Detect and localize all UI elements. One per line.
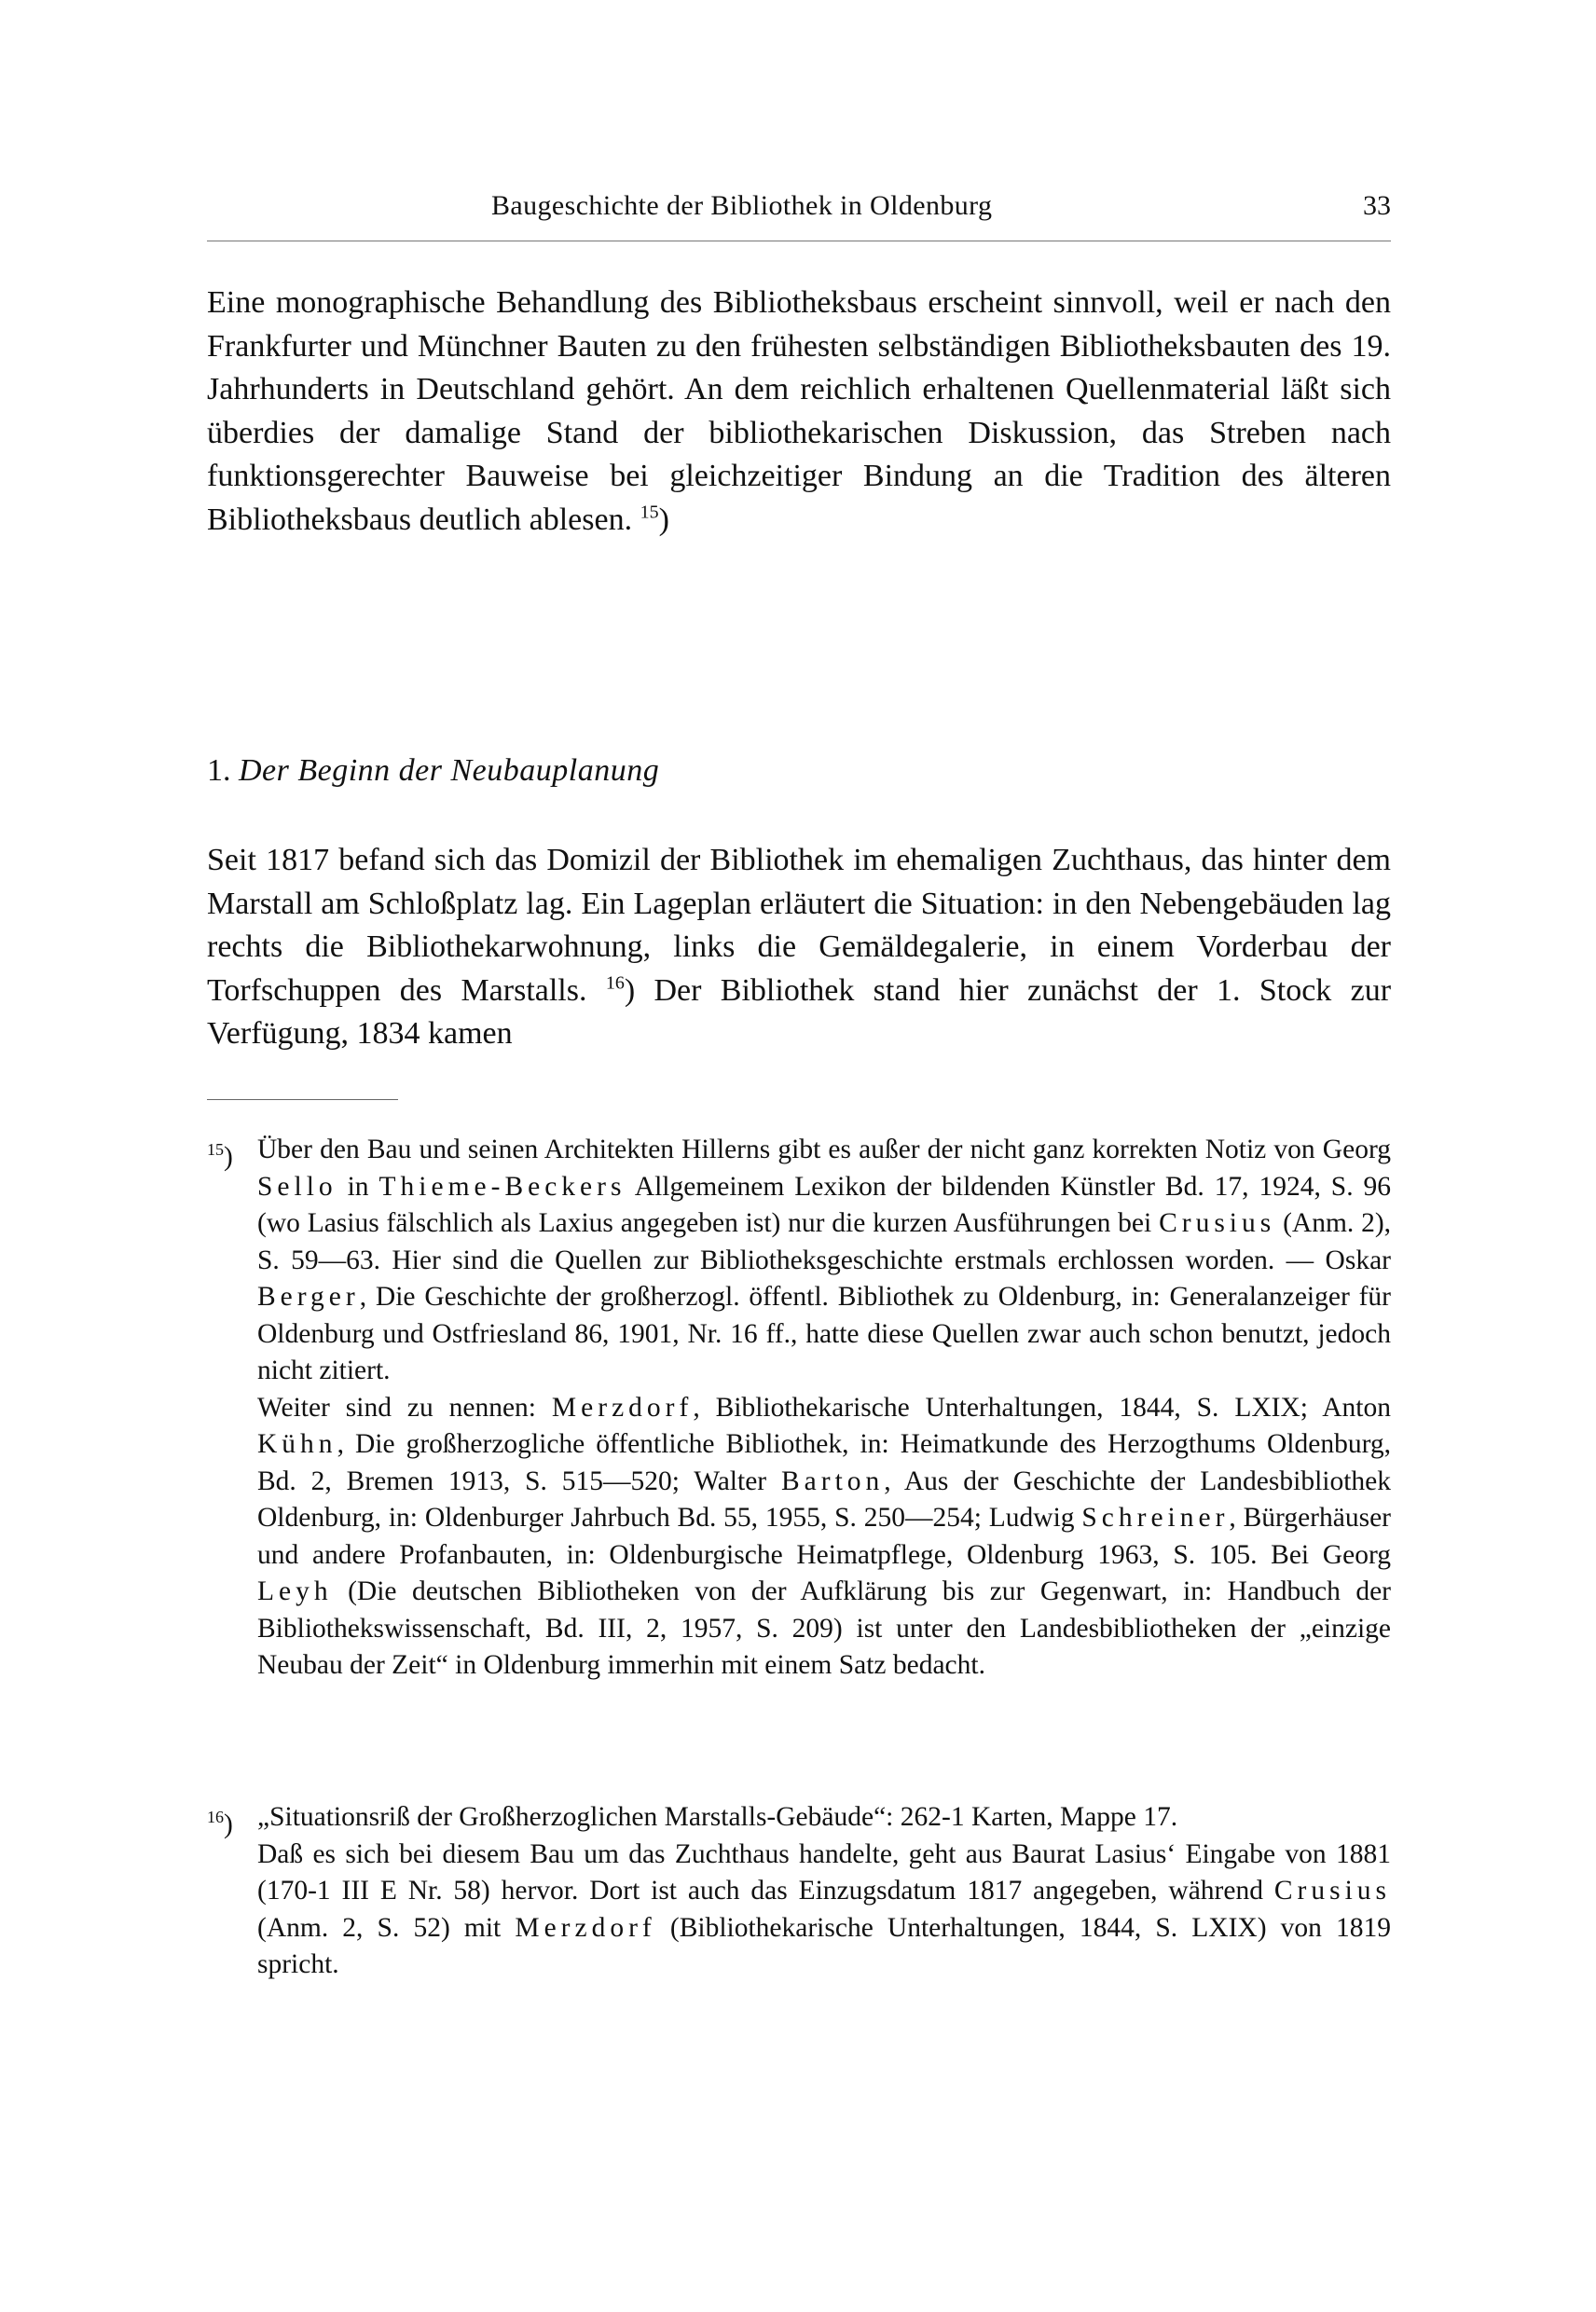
page-header [207,190,1391,237]
footnote-ref-16-close: ) [624,972,636,1008]
footnote-15-mark: $^{15}$) [207,1140,233,1172]
author-name: Merzdorf [551,1392,694,1423]
author-name: Crusius [1159,1208,1276,1238]
author-name: Thieme-Beckers [378,1171,626,1202]
footnote-16-body: „Situationsriß der Großherzoglichen Marstalls-Gebäude“: 262-1 Karten, Mappe 17. Daß es sich bei diesem Bau um das Zuchthaus handelte, geht aus Baurat Lasius‘ Eingabe von 1881 (170-1 III E Nr. 58) hervor. Dort ist auch das Einzugsdatum 1817 angegeben, während Crusius (Anm. 2, S. 52) mit Merzdorf (Bibliothekarische Unterhaltungen, 1844, S. LXIX) von 1819 spricht. [257,1802,1392,1979]
footnote-16 [207,1799,1391,1984]
footnote-15 [207,1132,1391,1685]
footnote-ref-15-close: ) [658,502,669,537]
footnote-15-body: Über den Bau und seinen Architekten Hillerns gibt es außer der nicht ganz korrekten Notiz von Georg Sello in Thieme-Beckers Allgemeinem Lexikon der bildenden Künstler Bd. 17, 1924, S. 96 (wo Lasius fälschlich als Laxius angegeben ist) nur die kurzen Ausführungen bei Crusius (Anm. 2), S. 59—63. Hier sind die Quellen zur Bibliotheksgeschichte erstmals erchlossen worden. — Oskar Berger, Die Geschichte der großherzogl. öffentl. Bibliothek zu Oldenburg, in: Generalanzeiger für Oldenburg und Ostfriesland 86, 1901, Nr. 16 ff., hatte diese Quellen zwar auch schon benutzt, jedoch nicht zitiert. Weiter sind zu nennen: Merzdorf, Bibliothekarische Unterhaltungen, 1844, S. LXIX; Anton Kühn, Die großherzogliche öffentliche Bibliothek, in: Heimatkunde des Herzogthums Oldenburg, Bd. 2, Bremen 1913, S. 515—520; Walter Barton, Aus der Geschichte der Landesbibliothek Oldenburg, in: Oldenburger Jahrbuch Bd. 55, 1955, S. 250—254; Ludwig Schreiner, Bürgerhäuser und andere Profanbauten, in: Oldenburgische Heimatpflege, Oldenburg 1963, S. 105. Bei Georg Leyh (Die deutschen Bibliotheken von der Aufklärung bis zur Gegenwart, in: Handbuch der Bibliothekswissenschaft, Bd. III, 2, 1957, S. 209) ist unter den Landesbibliotheken der „einzige Neubau der Zeit“ in Oldenburg immerhin mit einem Satz bedacht. [257,1135,1392,1680]
running-title: Baugeschichte der Bibliothek in Oldenburg [491,190,993,221]
paragraph-intro-text: Eine monographische Behandlung des Bibliotheksbaus erscheint sinnvoll, weil er nach den Frankfurter und Münchner Bauten zu den frühesten selbständigen Bibliotheksbauten des 19. Jahrhunderts in Deutschland gehört. An dem reichlich erhaltenen Quellenmaterial läßt sich überdies der damalige Stand der bibliothekarischen Diskussion, das Streben nach funktionsgerechter Bauweise bei gleichzeitiger Bindung an die Tradition des älteren Bibliotheksbaus deutlich ablesen. [207,285,1391,537]
author-name: Merzdorf [515,1912,656,1943]
author-name: Sello [257,1171,337,1202]
footnote-16-mark: $^{16}$) [207,1808,233,1839]
section-title: Der Beginn der Neubauplanung [239,753,660,788]
footnote-rule [207,1099,398,1100]
author-name: Schreiner [1081,1503,1230,1533]
paragraph-section-1-text-a: Seit 1817 befand sich das Domizil der Bibliothek im ehemaligen Zuchthaus, das hinter dem Marstall am Schloßplatz lag. Ein Lageplan erläutert die Situation: in den Nebengebäuden lag rechts die Bibliothekarwohnung, links die Gemäldegalerie, in einem Vorderbau der Torfschuppen des Marstalls. [207,843,1391,1008]
footnote-ref-16[interactable]: 16 [605,972,625,994]
author-name: Barton [780,1466,885,1496]
footnote-ref-15[interactable]: 15 [640,502,659,523]
author-name: Crusius [1273,1876,1392,1906]
page-number: 33 [1363,190,1391,221]
author-name: Leyh [257,1576,333,1606]
paragraph-section-1 [207,839,1391,1056]
section-number: 1. [207,753,231,788]
paragraph-section-1-text-b: Der Bibliothek stand hier zunächst der 1. Stock zur Verfügung, 1834 kamen [207,972,1392,1051]
author-name: Kühn [257,1429,337,1459]
section-heading [207,753,659,789]
paragraph-intro [207,282,1391,542]
author-name: Berger [257,1282,360,1312]
